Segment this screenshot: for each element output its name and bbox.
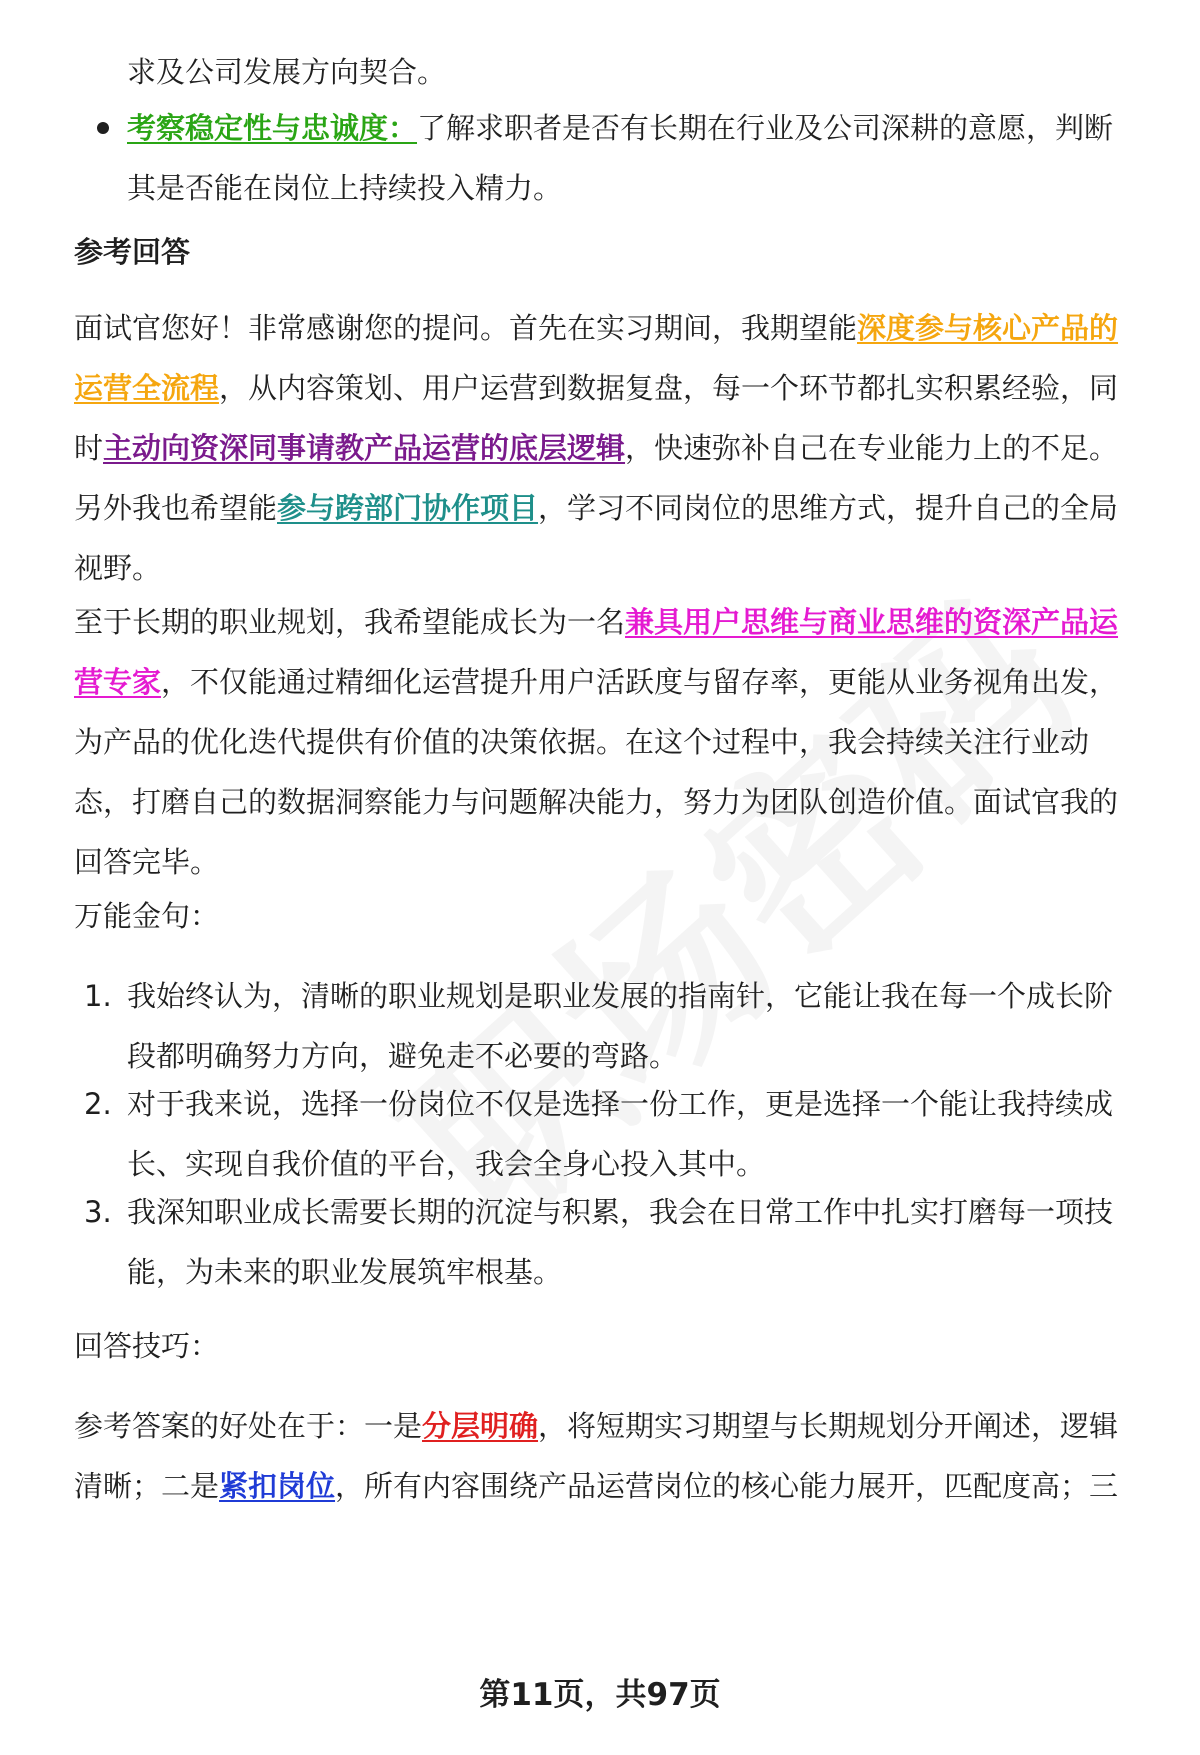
paragraph-2 — [74, 592, 1146, 892]
p2-text-2: ，不仅能通过精细化运营提升用户活跃度与留存率，更能从业务视角出发， — [161, 665, 1119, 699]
bullet-text-1: 了解求职者是否有长期在行业及公司深耕的意愿，判断 — [417, 111, 1114, 145]
bullet-dot-icon — [97, 122, 109, 134]
paragraph-tips — [74, 1396, 1146, 1516]
p2-text-4: 态，打磨自己的数据洞察能力与问题解决能力，努力为团队创造价值。面试官我的 — [74, 785, 1119, 819]
p2-text-1: 至于长期的职业规划，我希望能成长为一名 — [74, 605, 626, 639]
highlight-magenta: 兼具用户思维与商业思维的资深产品运 — [625, 605, 1119, 639]
list-number: 2. — [84, 1087, 112, 1121]
p1-text-4: ，快速弥补自己在专业能力上的不足。 — [625, 431, 1119, 465]
list-item-line-2: 段都明确努力方向，避免走不必要的弯路。 — [127, 1039, 679, 1073]
highlight-blue: 紧扣岗位 — [219, 1469, 336, 1503]
p1-text-2: ，从内容策划、用户运营到数据复盘，每一个环节都扎实积累经验，同 — [219, 371, 1119, 405]
list-item-line-2: 能，为未来的职业发展筑牢根基。 — [127, 1255, 563, 1289]
p1-text-1: 面试官您好！非常感谢您的提问。首先在实习期间，我期望能 — [74, 311, 858, 345]
list-item-line-1: 我深知职业成长需要长期的沉淀与积累，我会在日常工作中扎实打磨每一项技 — [127, 1195, 1114, 1229]
highlight-magenta-cont: 营专家 — [74, 665, 162, 699]
list-item — [127, 1074, 1147, 1194]
continuation-line: 求及公司发展方向契合。 — [127, 55, 447, 89]
page-number-footer: 第11页，共97页 — [479, 1677, 721, 1713]
list-item-line-1: 对于我来说，选择一份岗位不仅是选择一份工作，更是选择一个能让我持续成 — [127, 1087, 1114, 1121]
p1-text-7: 视野。 — [74, 551, 162, 585]
p1-text-6: ，学习不同岗位的思维方式，提升自己的全局 — [538, 491, 1119, 525]
highlight-orange: 深度参与核心产品的 — [857, 311, 1119, 345]
list-item — [127, 966, 1147, 1086]
list-item-line-1: 我始终认为，清晰的职业规划是职业发展的指南针，它能让我在每一个成长阶 — [127, 979, 1114, 1013]
list-number: 1. — [84, 979, 112, 1013]
tips-text-4: ，所有内容围绕产品运营岗位的核心能力展开，匹配度高；三 — [335, 1469, 1119, 1503]
list-item-line-2: 长、实现自我价值的平台，我会全身心投入其中。 — [127, 1147, 766, 1181]
list-item — [127, 1182, 1147, 1302]
highlight-purple: 主动向资深同事请教产品运营的底层逻辑 — [103, 431, 626, 465]
bullet-item — [127, 98, 1147, 218]
tips-text-1: 参考答案的好处在于：一是 — [74, 1409, 423, 1443]
bullet-text-2: 其是否能在岗位上持续投入精力。 — [127, 171, 563, 205]
section-heading-tips: 回答技巧： — [74, 1329, 220, 1363]
p2-text-3: 为产品的优化迭代提供有价值的决策依据。在这个过程中，我会持续关注行业动 — [74, 725, 1090, 759]
p2-text-5: 回答完毕。 — [74, 845, 220, 879]
paragraph-1 — [74, 298, 1146, 598]
highlight-teal: 参与跨部门协作项目 — [277, 491, 539, 525]
highlight-red: 分层明确 — [422, 1409, 539, 1443]
section-heading-golden: 万能金句： — [74, 899, 220, 933]
highlight-green: 考察稳定性与忠诚度： — [127, 111, 418, 145]
p1-text-5: 另外我也希望能 — [74, 491, 278, 525]
list-number: 3. — [84, 1195, 112, 1229]
tips-text-2: ，将短期实习期望与长期规划分开阐述，逻辑 — [538, 1409, 1119, 1443]
p1-text-3: 时 — [74, 431, 104, 465]
section-heading-reference: 参考回答 — [74, 235, 191, 269]
highlight-orange-cont: 运营全流程 — [74, 371, 220, 405]
tips-text-3: 清晰；二是 — [74, 1469, 220, 1503]
